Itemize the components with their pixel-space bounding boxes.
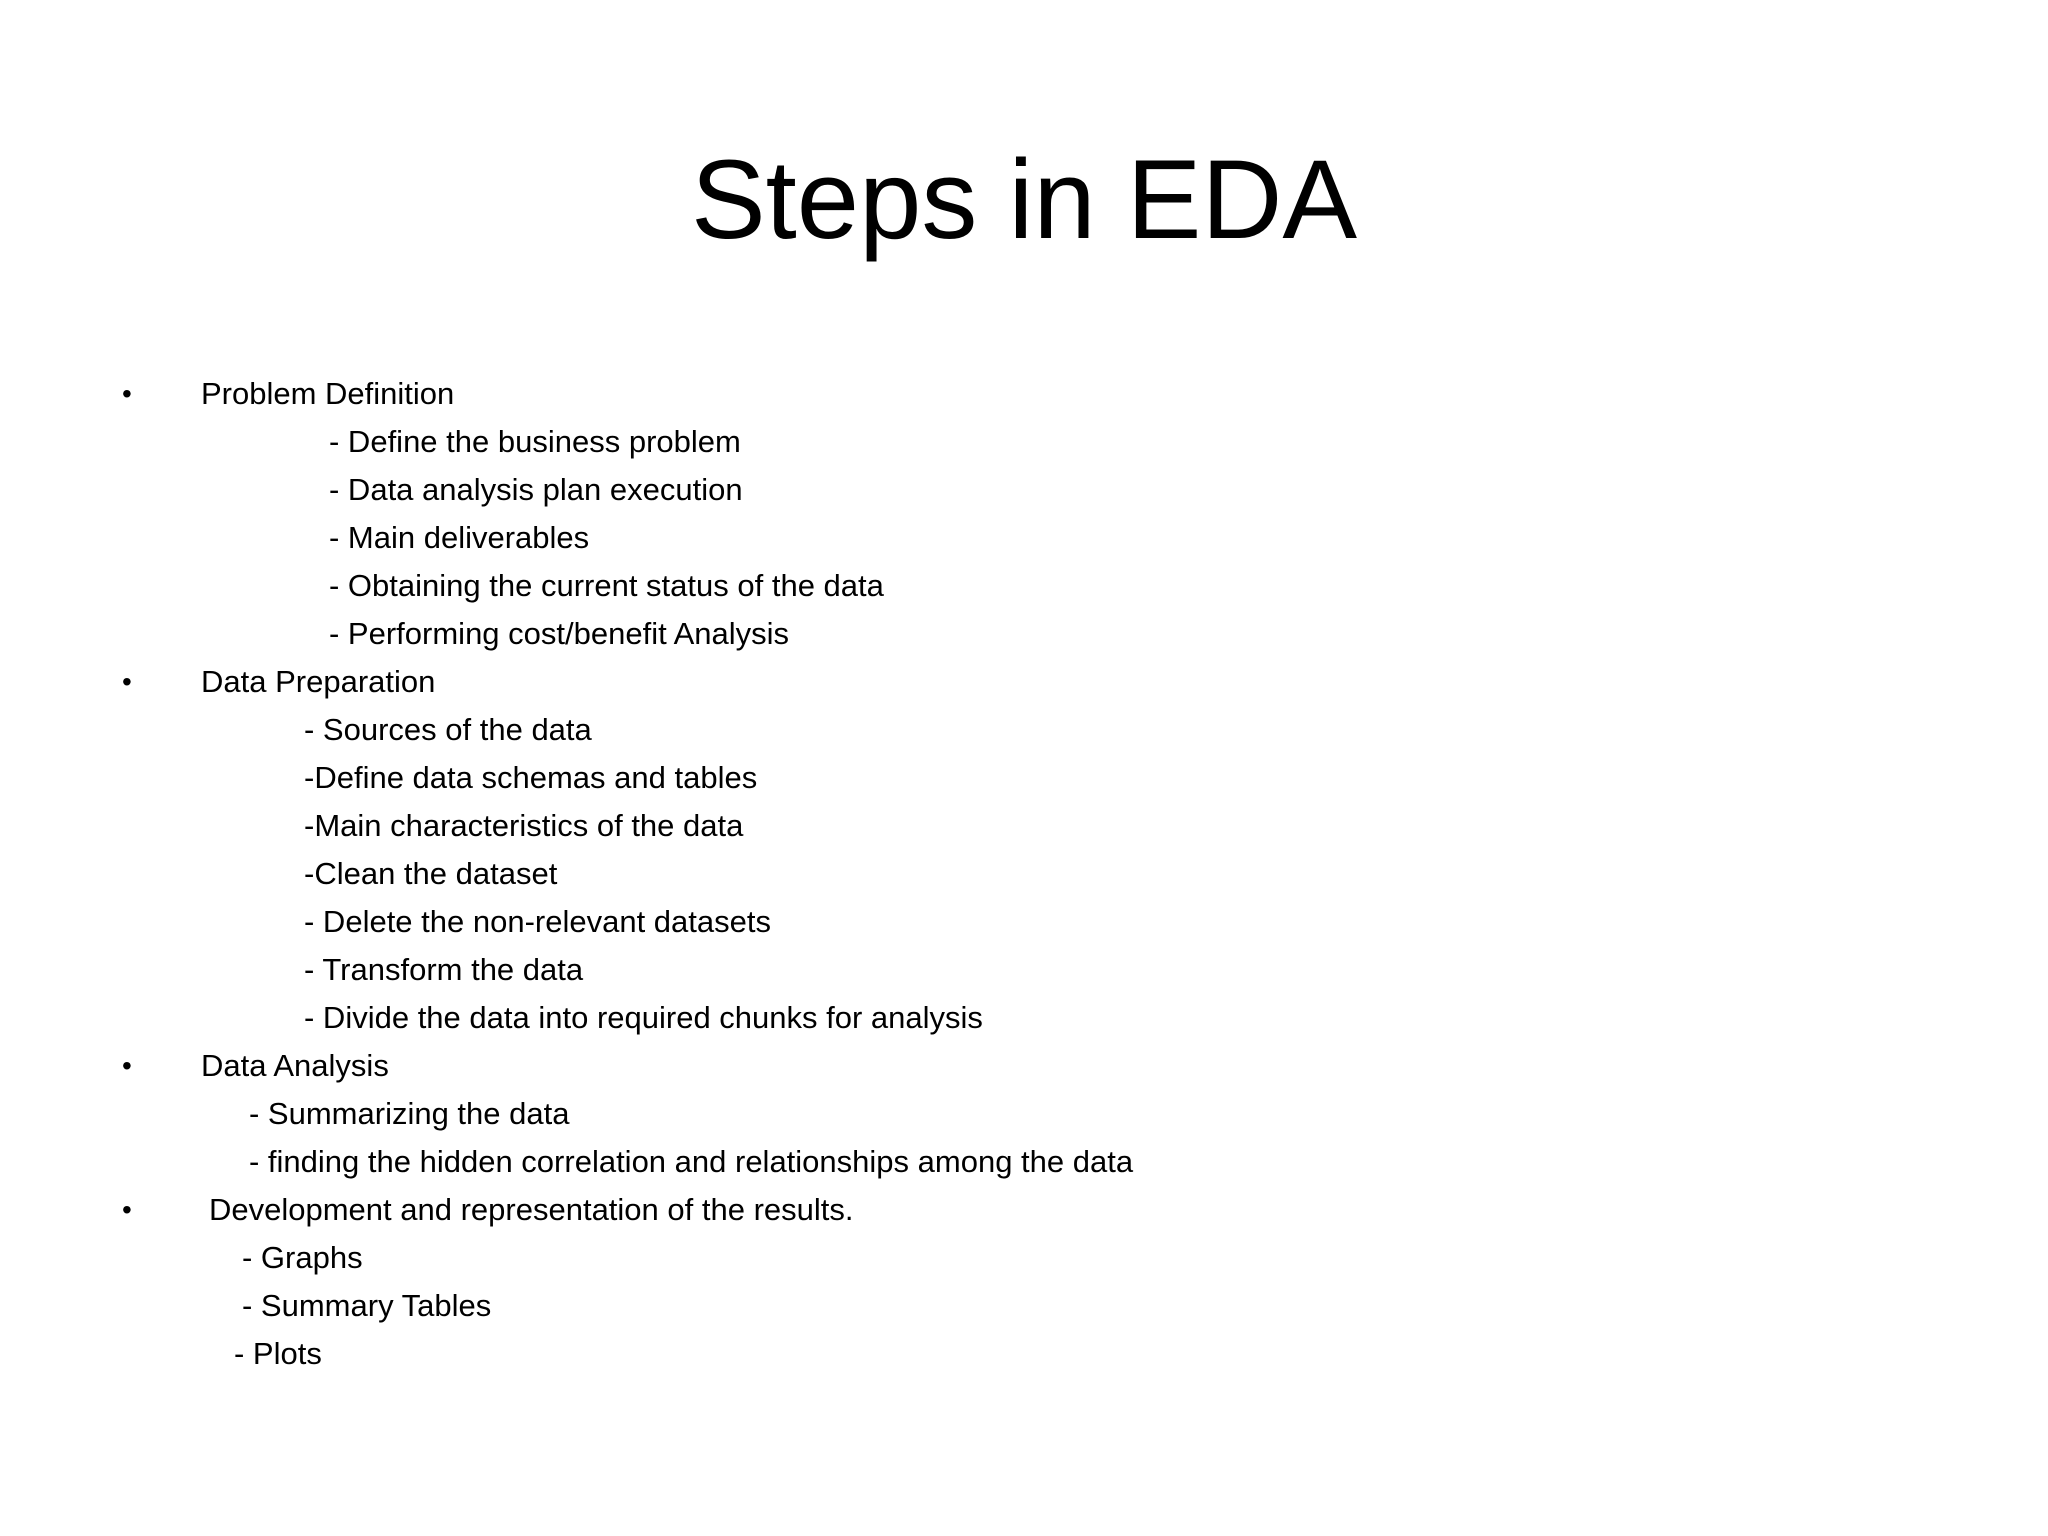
list-item: - Main deliverables — [329, 520, 590, 555]
section-heading-problem-definition: Problem Definition — [201, 376, 455, 411]
section-heading-data-preparation: Data Preparation — [201, 664, 436, 699]
bullet-icon: • — [122, 378, 132, 409]
bullet-icon: • — [122, 666, 132, 697]
list-item: -Define data schemas and tables — [304, 760, 758, 795]
list-item: - finding the hidden correlation and relationships among the data — [249, 1144, 1134, 1179]
list-item: - Define the business problem — [329, 424, 741, 459]
list-item: - Data analysis plan execution — [329, 472, 743, 507]
bullet-icon: • — [122, 1050, 132, 1081]
list-item: - Summarizing the data — [249, 1096, 570, 1131]
list-item: - Delete the non-relevant datasets — [304, 904, 771, 939]
list-item: -Main characteristics of the data — [304, 808, 744, 843]
list-item: - Sources of the data — [304, 712, 592, 747]
list-item: - Divide the data into required chunks for analysis — [304, 1000, 983, 1035]
list-item: - Obtaining the current status of the data — [329, 568, 884, 603]
list-item: -Clean the dataset — [304, 856, 558, 891]
list-item: - Summary Tables — [242, 1288, 492, 1323]
list-item: - Graphs — [242, 1240, 363, 1275]
list-item: - Plots — [234, 1336, 322, 1371]
section-heading-development: Development and representation of the results. — [209, 1192, 854, 1227]
slide-title: Steps in EDA — [690, 137, 1358, 262]
list-item: - Transform the data — [304, 952, 584, 987]
list-item: - Performing cost/benefit Analysis — [329, 616, 790, 651]
bullet-icon: • — [122, 1194, 132, 1225]
section-heading-data-analysis: Data Analysis — [201, 1048, 389, 1083]
